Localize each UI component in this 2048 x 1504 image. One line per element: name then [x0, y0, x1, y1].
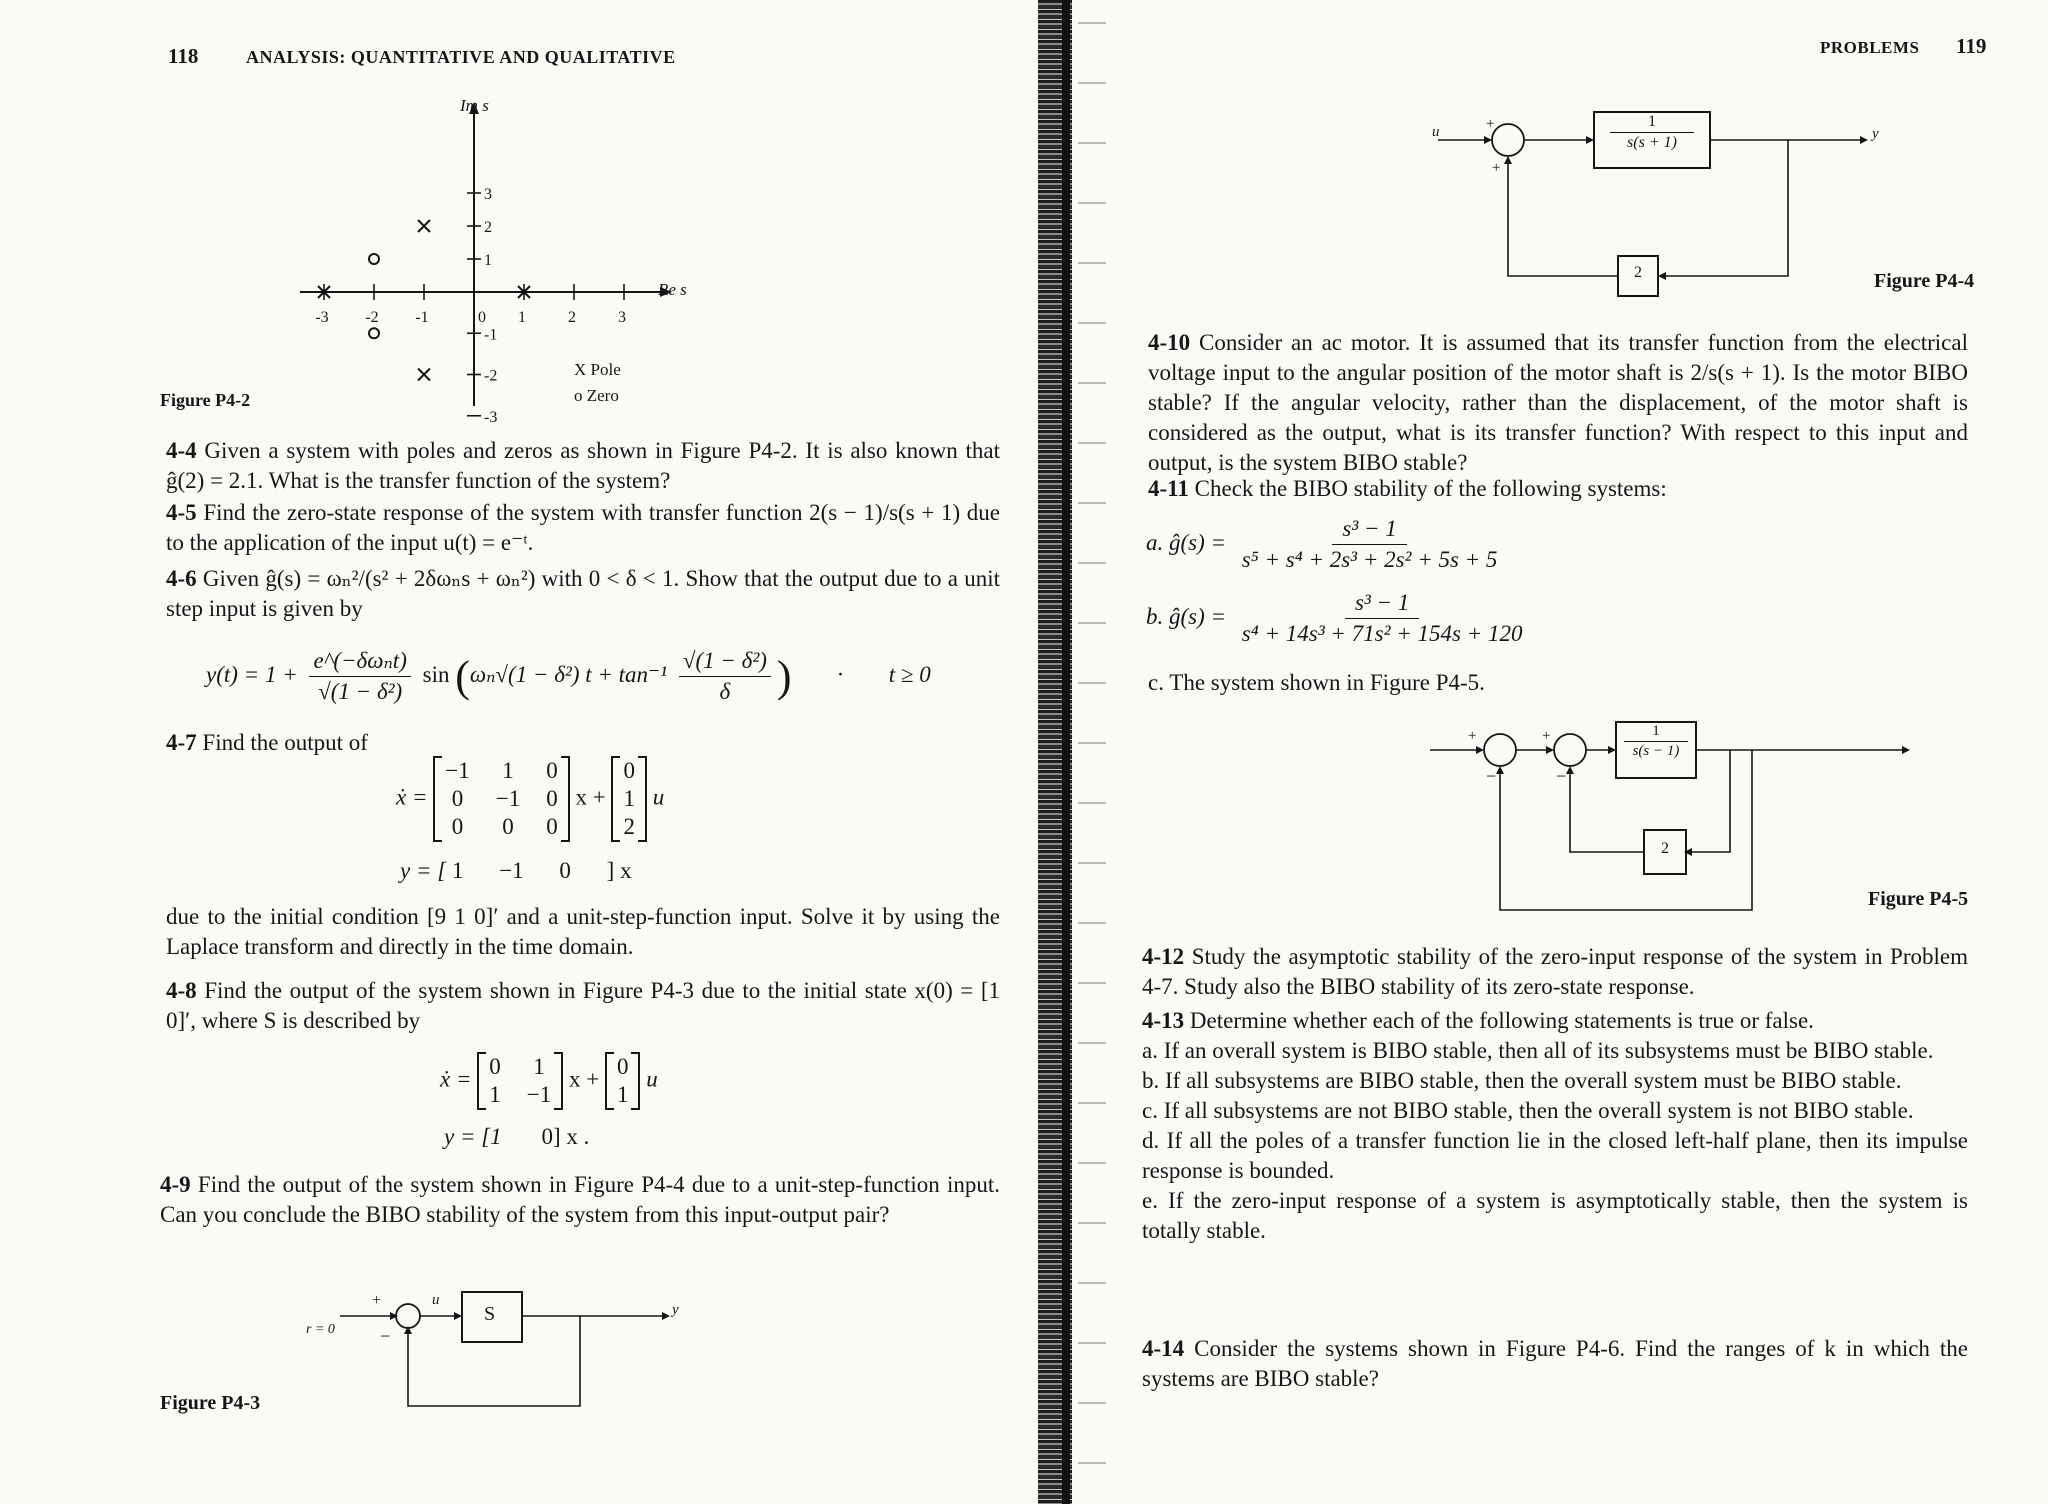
- problem-4-14-number: 4-14: [1142, 1336, 1185, 1361]
- eq-4-7-u: u: [652, 784, 665, 810]
- fig-p4-4-u-label: u: [1432, 124, 1440, 140]
- fig-p4-5-minus-1: −: [1486, 766, 1497, 786]
- problem-4-9-number: 4-9: [160, 1172, 191, 1197]
- y-tick-label: 1: [484, 252, 492, 269]
- matrix-entry: 1: [451, 858, 500, 883]
- axis-re-label: Re s: [658, 280, 687, 299]
- problem-4-11-c-text: c. The system shown in Figure P4-5.: [1148, 670, 1485, 695]
- eq-4-6-sin: sin: [422, 661, 450, 687]
- eq-4-7-matrix-c: [452, 858, 607, 883]
- equation-4-11-a: [1146, 516, 1507, 573]
- eq-4-11-b-label: b. ĝ(s) =: [1146, 603, 1227, 629]
- eq-4-11-a-label: a. ĝ(s) =: [1146, 529, 1227, 555]
- fig-p4-3-r-label: r = 0: [306, 1322, 335, 1337]
- problem-4-7-text: Find the output of: [196, 730, 368, 755]
- fig-p4-5-plus-2: +: [1542, 728, 1551, 744]
- problem-4-13-c: c. If all subsystems are not BIBO stable, then the overall system is not BIBO stable.: [1142, 1098, 1914, 1123]
- problem-4-13-number: 4-13: [1142, 1008, 1185, 1033]
- gutter-line: [1062, 0, 1070, 1504]
- fig-p4-4-forward-num: 1: [1610, 112, 1694, 133]
- problem-4-10: [1148, 328, 1968, 478]
- problem-4-14-text: Consider the systems shown in Figure P4-6. Find the ranges of k in which the systems are BIBO stable?: [1142, 1336, 1968, 1391]
- fig-p4-4-forward-tf: [1594, 112, 1710, 153]
- matrix-entry: −1: [526, 1082, 552, 1107]
- problem-4-11: [1148, 474, 1968, 504]
- matrix-entry: 1: [489, 1082, 501, 1107]
- problem-4-7-text2: due to the initial condition [9 1 0]′ and a unit-step-function input. Solve it by using the Laplace transform and directly in the time domain.: [166, 904, 1000, 959]
- figure-p4-5-caption: Figure P4-5: [1868, 888, 1969, 910]
- eq-4-8-y-rhs: 0] x .: [541, 1124, 590, 1149]
- matrix-entry: 0: [559, 858, 607, 883]
- eq-4-6-frac2-den: δ: [719, 679, 731, 704]
- problem-4-11-number: 4-11: [1148, 476, 1189, 501]
- right-page: [1072, 0, 2048, 1504]
- matrix-entry: 0: [546, 814, 558, 839]
- fig-p4-4-plus-bottom: +: [1492, 160, 1501, 176]
- problem-4-13: [1142, 1006, 1968, 1246]
- problem-4-13-a: a. If an overall system is BIBO stable, then all of its subsystems must be BIBO stable.: [1142, 1038, 1934, 1063]
- eq-4-7-y-lhs: y = [: [400, 858, 447, 883]
- equation-4-8-state: [440, 1052, 658, 1110]
- equation-4-7-state: [396, 756, 664, 842]
- problem-4-10-number: 4-10: [1148, 330, 1191, 355]
- matrix-entry: 0: [546, 786, 558, 811]
- eq-4-8-matrix-b: [605, 1052, 641, 1110]
- axis-im-label: Im s: [460, 96, 489, 115]
- eq-4-11-a-den: s⁵ + s⁴ + 2s³ + 2s² + 5s + 5: [1241, 547, 1498, 572]
- problem-4-13-b: b. If all subsystems are BIBO stable, then the overall system must be BIBO stable.: [1142, 1068, 1902, 1093]
- legend-pole: X Pole: [574, 360, 621, 379]
- problem-4-11-text: Check the BIBO stability of the following systems:: [1188, 476, 1667, 501]
- equation-4-8-output: [444, 1124, 589, 1150]
- fig-p4-4-forward-den: s(s + 1): [1627, 134, 1677, 151]
- y-tick-label: -2: [484, 367, 498, 385]
- fig-p4-5-plus-1: +: [1468, 728, 1477, 744]
- problem-4-5: [166, 498, 1000, 558]
- figure-p4-4-caption: Figure P4-4: [1874, 270, 1975, 292]
- left-page-number: 118: [168, 44, 199, 68]
- eq-4-6-lhs: y(t) = 1 +: [206, 661, 298, 687]
- matrix-entry: 0: [451, 786, 464, 811]
- problem-4-6-number: 4-6: [166, 566, 197, 591]
- problem-4-6: [166, 564, 1000, 624]
- equation-4-11-b: [1146, 590, 1532, 647]
- problem-4-8: [166, 976, 1000, 1036]
- figure-p4-3-diagram: [300, 1280, 700, 1420]
- problem-4-13-text: Determine whether each of the following statements is true or false.: [1184, 1008, 1814, 1033]
- summing-junction-outer: [1484, 734, 1516, 766]
- eq-4-6-dot: ·: [837, 661, 844, 687]
- x-tick-label: 2: [568, 309, 576, 326]
- eq-4-8-y-lhs: y = [1: [444, 1124, 502, 1149]
- eq-4-11-a-frac: [1238, 516, 1502, 573]
- x-tick-label: 3: [618, 309, 626, 326]
- eq-4-6-close-paren: ): [776, 652, 792, 701]
- pole-marker: [418, 369, 430, 381]
- eq-4-7-xplus: x +: [575, 784, 606, 810]
- left-running-head: ANALYSIS: QUANTITATIVE AND QUALITATIVE: [246, 47, 676, 67]
- matrix-entry: −1: [495, 786, 521, 811]
- pole-marker: [418, 220, 430, 232]
- fig-p4-5-feedback-gain: 2: [1661, 840, 1669, 857]
- matrix-entry: 1: [502, 758, 514, 783]
- zero-marker: [369, 328, 379, 338]
- problem-4-4-text: Given a system with poles and zeros as shown in Figure P4-2. It is also known that ĝ(2) = 2.1. What is the transfer function of the system?: [166, 438, 1000, 493]
- problem-4-9-text: Find the output of the system shown in Figure P4-4 due to a unit-step-function input. Can you conclude the BIBO stability of the system from this input-output pair?: [160, 1172, 1000, 1227]
- problem-4-6-text: Given ĝ(s) = ωₙ²/(s² + 2δωₙs + ωₙ²) with 0 < δ < 1. Show that the output due to a unit step input is given by: [166, 566, 1000, 621]
- problem-4-5-number: 4-5: [166, 500, 197, 525]
- problem-4-11-c: [1148, 668, 1968, 698]
- zero-marker: [369, 254, 379, 264]
- matrix-entry: 0: [623, 758, 635, 783]
- fig-p4-3-y-label: y: [672, 1302, 679, 1318]
- fig-p4-4-plus-top: +: [1486, 116, 1495, 132]
- matrix-entry: 1: [616, 1082, 629, 1107]
- matrix-entry: 1: [623, 786, 635, 811]
- x-tick-label: 0: [478, 309, 486, 326]
- eq-4-7-matrix-a: [433, 756, 569, 842]
- eq-4-11-a-num: s³ − 1: [1332, 516, 1406, 545]
- matrix-entry: −1: [445, 758, 470, 783]
- matrix-entry: 0: [451, 814, 464, 839]
- matrix-entry: 2: [623, 814, 635, 839]
- y-tick-label: -3: [484, 408, 498, 426]
- legend-zero: o Zero: [574, 386, 619, 405]
- eq-4-11-b-num: s³ − 1: [1345, 590, 1419, 619]
- problem-4-4-number: 4-4: [166, 438, 197, 463]
- x-tick-label: -3: [315, 309, 329, 326]
- matrix-entry: 1: [533, 1054, 545, 1079]
- eq-4-7-xdot: ẋ =: [396, 784, 428, 810]
- summing-junction: [1492, 124, 1524, 156]
- eq-4-11-b-den: s⁴ + 14s³ + 71s² + 154s + 120: [1241, 621, 1523, 646]
- eq-4-6-cond: t ≥ 0: [888, 661, 931, 687]
- x-tick-label: 1: [518, 309, 526, 326]
- problem-4-8-number: 4-8: [166, 978, 197, 1003]
- problem-4-14: [1142, 1334, 1968, 1394]
- fig-p4-4-y-label: y: [1872, 126, 1879, 142]
- eq-4-7-y-rhs: ] x: [606, 858, 632, 883]
- eq-4-6-frac: [309, 648, 410, 705]
- problem-4-12-text: Study the asymptotic stability of the zero-input response of the system in Problem 4-7. Study also the BIBO stability of its zero-state response.: [1142, 944, 1968, 999]
- right-running-head: PROBLEMS: [1820, 38, 1920, 57]
- fig-p4-5-forward-tf: [1616, 722, 1696, 761]
- matrix-entry: 0: [502, 814, 514, 839]
- problem-4-7-continued: [166, 902, 1000, 962]
- eq-4-8-u: u: [646, 1066, 658, 1092]
- matrix-entry: 0: [489, 1054, 501, 1079]
- fig-p4-4-feedback-gain: 2: [1634, 264, 1642, 281]
- matrix-entry: 0: [546, 758, 558, 783]
- figure-p4-2-plot: [290, 96, 710, 426]
- x-tick-label: -2: [365, 309, 379, 326]
- summing-junction: [396, 1304, 420, 1328]
- equation-4-7-output: [400, 858, 632, 884]
- fig-p4-3-minus: −: [380, 1326, 391, 1346]
- matrix-entry: 0: [616, 1054, 629, 1079]
- problem-4-12-number: 4-12: [1142, 944, 1185, 969]
- fig-p4-3-u-label: u: [432, 1292, 440, 1308]
- eq-4-6-open-paren: (: [455, 652, 470, 701]
- problem-4-8-text: Find the output of the system shown in Figure P4-3 due to the initial state x(0) = [1 0]′, where S is described by: [166, 978, 1000, 1033]
- eq-4-6-frac2: [679, 648, 771, 705]
- y-tick-label: 2: [484, 219, 492, 236]
- eq-4-11-b-frac: [1238, 590, 1527, 647]
- problem-4-13-e: e. If the zero-input response of a system is asymptotically stable, then the system is totally stable.: [1142, 1188, 1968, 1243]
- summing-junction-inner: [1554, 734, 1586, 766]
- figure-p4-2-caption: Figure P4-2: [160, 390, 251, 410]
- x-tick-label: -1: [415, 309, 429, 326]
- problem-4-13-d: d. If all the poles of a transfer function lie in the closed left-half plane, then its impulse response is bounded.: [1142, 1128, 1968, 1183]
- eq-4-8-xplus: x +: [568, 1066, 600, 1092]
- problem-4-9: [160, 1170, 1000, 1230]
- eq-4-8-matrix-a: [477, 1052, 563, 1110]
- y-tick-label: -1: [484, 326, 498, 344]
- matrix-entry: −1: [499, 858, 560, 883]
- eq-4-6-arg: ωₙ√(1 − δ²) t + tan⁻¹: [469, 661, 668, 687]
- eq-4-7-matrix-b: [611, 756, 647, 842]
- fig-p4-5-forward-num: 1: [1624, 722, 1688, 742]
- eq-4-6-frac2-num: √(1 − δ²): [679, 648, 771, 677]
- fig-p4-3-block-label: S: [484, 1303, 496, 1325]
- gutter-specks: [1078, 0, 1106, 1504]
- problem-4-12: [1142, 942, 1968, 1002]
- problem-4-10-text: Consider an ac motor. It is assumed that its transfer function from the electrical voltage input to the angular position of the motor shaft is 2/s(s + 1). Is the motor BIBO stable? If the angular velocity, rather than the displacement, of the motor shaft is considered as the output, what is its transfer function? With respect to this input and output, is the system BIBO stable?: [1148, 330, 1968, 475]
- problem-4-4: [166, 436, 1000, 496]
- eq-4-6-frac-num: e^(−δωₙt): [309, 648, 410, 677]
- problem-4-7-number: 4-7: [166, 730, 197, 755]
- fig-p4-5-minus-2: −: [1556, 766, 1567, 786]
- eq-4-6-frac-den: √(1 − δ²): [318, 679, 403, 704]
- problem-4-5-text: Find the zero-state response of the system with transfer function 2(s − 1)/s(s + 1) due to the application of the input u(t) = e⁻ᵗ.: [166, 500, 1000, 555]
- equation-4-6: [206, 648, 931, 705]
- fig-p4-5-forward-den: s(s − 1): [1632, 743, 1680, 759]
- right-page-number: 119: [1956, 34, 1987, 58]
- figure-p4-3-caption: Figure P4-3: [160, 1392, 261, 1414]
- eq-4-8-xdot: ẋ =: [440, 1066, 472, 1092]
- y-tick-label: 3: [484, 186, 492, 203]
- problem-4-7: [166, 728, 1000, 758]
- fig-p4-3-plus: +: [372, 1292, 382, 1309]
